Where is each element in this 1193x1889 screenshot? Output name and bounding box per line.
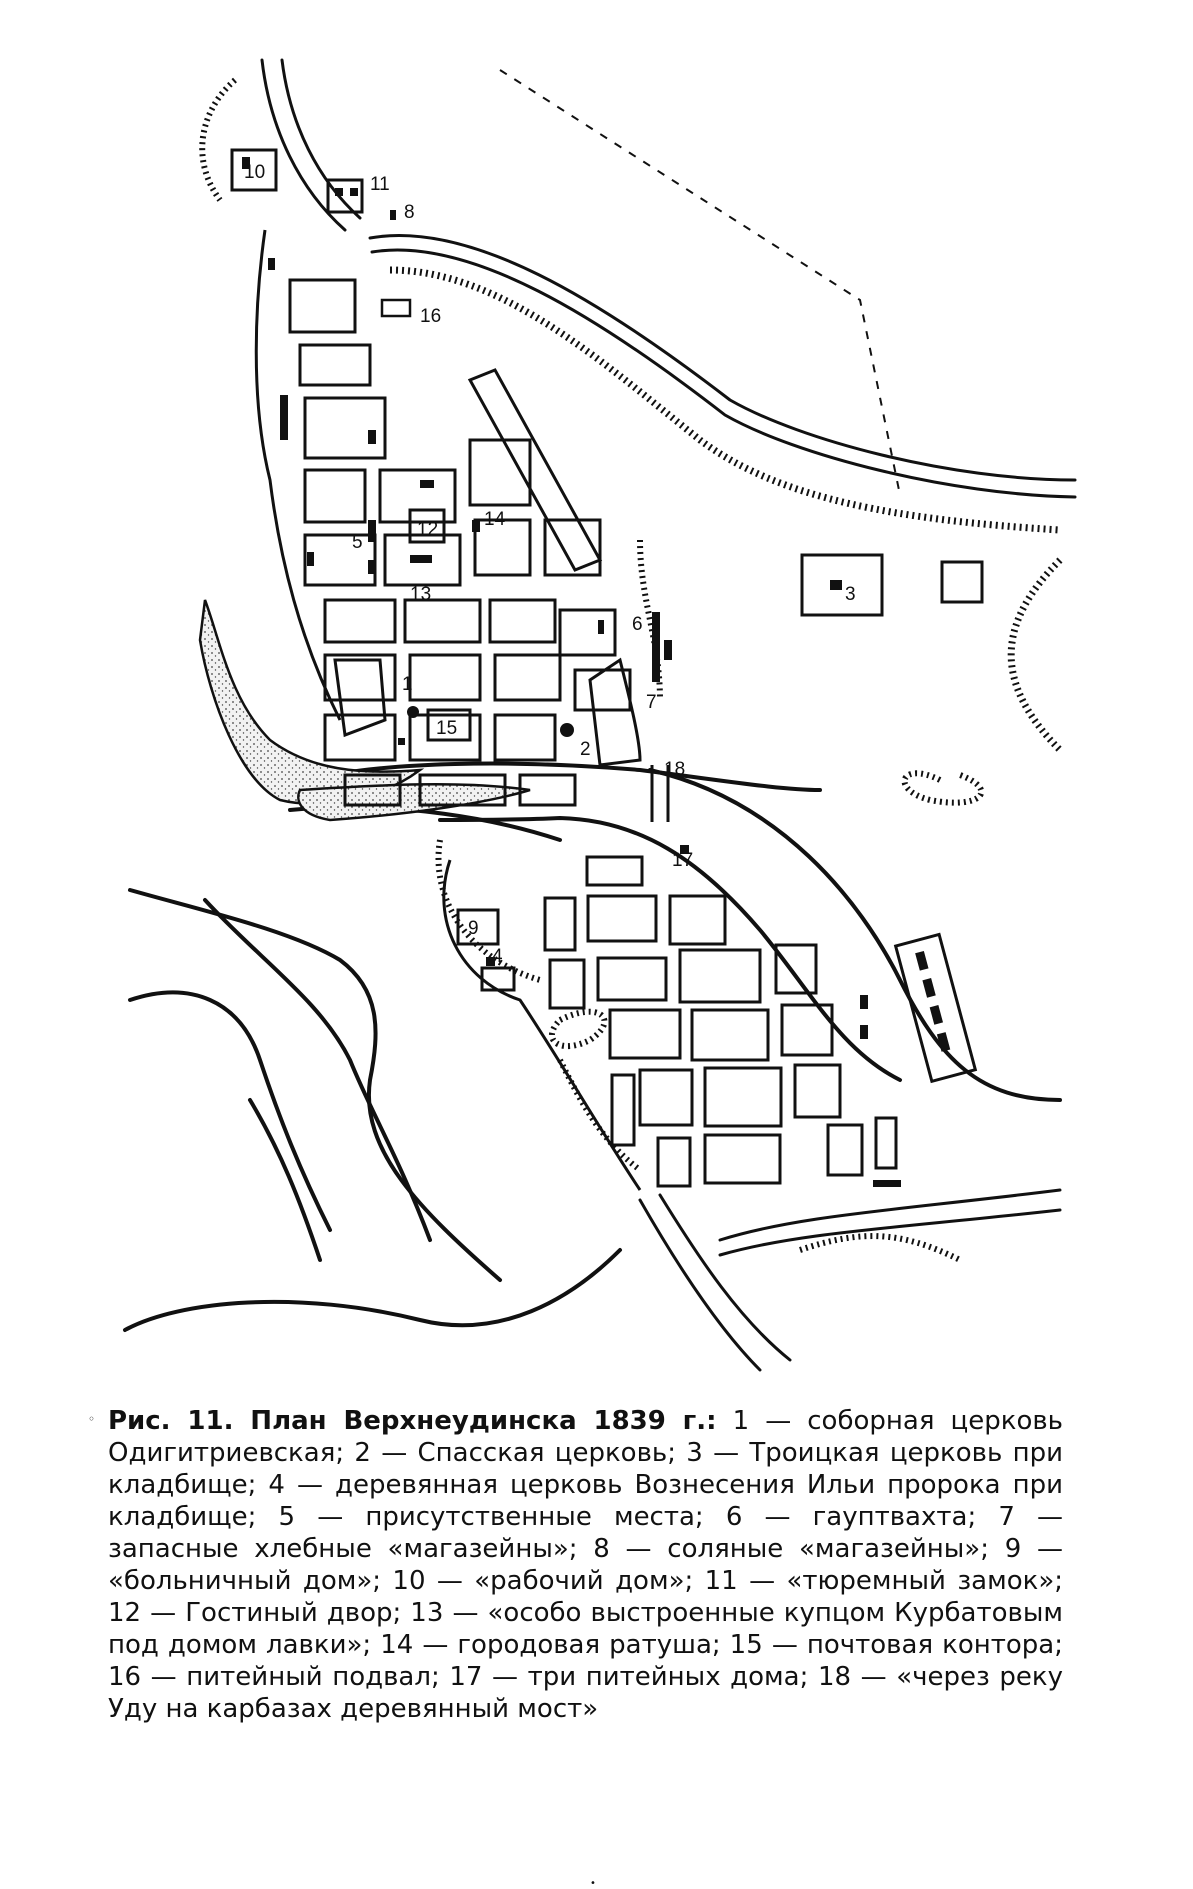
- block: [290, 280, 355, 332]
- label-15: 15: [436, 718, 458, 739]
- rivers: [125, 60, 1075, 1370]
- label-17: 17: [672, 850, 694, 871]
- block: [692, 1010, 768, 1060]
- label-5: 5: [352, 532, 363, 553]
- block: [680, 950, 760, 1002]
- block: [560, 610, 615, 655]
- block: [612, 1075, 634, 1145]
- south-road-b: [720, 1210, 1060, 1255]
- southern-town: [444, 857, 896, 1190]
- building-4: [482, 968, 514, 990]
- map-labels: [244, 162, 856, 967]
- block-south-east: [590, 660, 640, 765]
- town-west-edge: [256, 230, 340, 720]
- building-16: [382, 300, 410, 316]
- block: [495, 715, 555, 760]
- block: [575, 670, 630, 710]
- west-channel-4: [125, 1250, 620, 1330]
- block: [300, 345, 370, 385]
- long-block: [470, 370, 600, 570]
- page-dot: •: [590, 1878, 596, 1889]
- block: [305, 470, 365, 522]
- label-9: 9: [468, 918, 479, 939]
- eastern-enclosures: [802, 555, 982, 1081]
- block: [325, 600, 395, 642]
- west-channel-1: [130, 890, 500, 1280]
- enclosure-east: [942, 562, 982, 602]
- label-3: 3: [845, 584, 856, 605]
- block: [610, 1010, 680, 1058]
- sandbar-confluence: [298, 784, 530, 820]
- block: [495, 655, 560, 700]
- northern-markers: [242, 157, 901, 1187]
- dashed-boundary: [500, 70, 900, 495]
- block: [587, 857, 642, 885]
- south-channel: [640, 1200, 760, 1370]
- block-west-irregular: [335, 660, 385, 735]
- north-road-right: [282, 60, 360, 218]
- caption-mark: ◦: [88, 1412, 96, 1426]
- sandbar-west: [200, 600, 420, 804]
- label-6: 6: [632, 614, 643, 635]
- block: [410, 655, 480, 700]
- west-channel-2: [205, 900, 430, 1240]
- block: [588, 896, 656, 941]
- block: [670, 896, 725, 944]
- label-16: 16: [420, 306, 442, 327]
- caption-prefix: Рис. 11. План Верхнеудинска 1839 г.:: [108, 1406, 717, 1436]
- label-13: 13: [410, 584, 432, 605]
- block: [545, 898, 575, 950]
- block: [705, 1135, 780, 1183]
- west-channel-3: [130, 993, 330, 1231]
- block: [658, 1138, 690, 1186]
- label-1: 1: [402, 674, 413, 695]
- label-8: 8: [404, 202, 415, 223]
- block: [490, 600, 555, 642]
- northern-town: [232, 150, 640, 805]
- block: [305, 398, 385, 458]
- block: [876, 1118, 896, 1168]
- northern-road-b: [372, 250, 1075, 497]
- label-11: 11: [370, 174, 390, 195]
- block: [640, 1070, 692, 1125]
- figure-caption: [108, 1405, 1063, 1725]
- label-12: 12: [417, 519, 439, 540]
- caption-text: 1 — соборная церковь Одигитриевская; 2 — Спасская церковь; 3 — Троицкая церковь при кладбище; 4 — деревянная церковь Вознесения Ильи пророка при кладбище; 5 — присутственные места; 6 — гауптвахта; 7 — запасные хлебные «магазейны»; 8 — соляные «магазейны»; 9 — «больничный дом»; 10 — «рабочий дом»; 11 — «тюремный замок»; 12 — Гостиный двор; 13 — «особо выстроенные купцом Курбатовым под домом лавки»; 14 — городовая ратуша; 15 — почтовая контора; 16 — питейный подвал; 17 — три питейных дома; 18 — «через реку Уду на карбазах деревянный мост»: [108, 1406, 1063, 1724]
- block: [550, 960, 584, 1008]
- block: [305, 535, 375, 585]
- block: [828, 1125, 862, 1175]
- label-4: 4: [492, 946, 503, 967]
- block: [705, 1068, 781, 1126]
- label-18: 18: [664, 759, 686, 780]
- northern-road-a: [370, 235, 1075, 480]
- north-road-left: [262, 60, 345, 230]
- block: [405, 600, 480, 642]
- label-2: 2: [580, 739, 591, 760]
- label-7: 7: [646, 692, 657, 713]
- block: [598, 958, 666, 1000]
- south-channel-b: [660, 1195, 790, 1360]
- label-14: 14: [484, 509, 506, 530]
- label-10: 10: [244, 162, 266, 183]
- block: [795, 1065, 840, 1117]
- block: [776, 945, 816, 993]
